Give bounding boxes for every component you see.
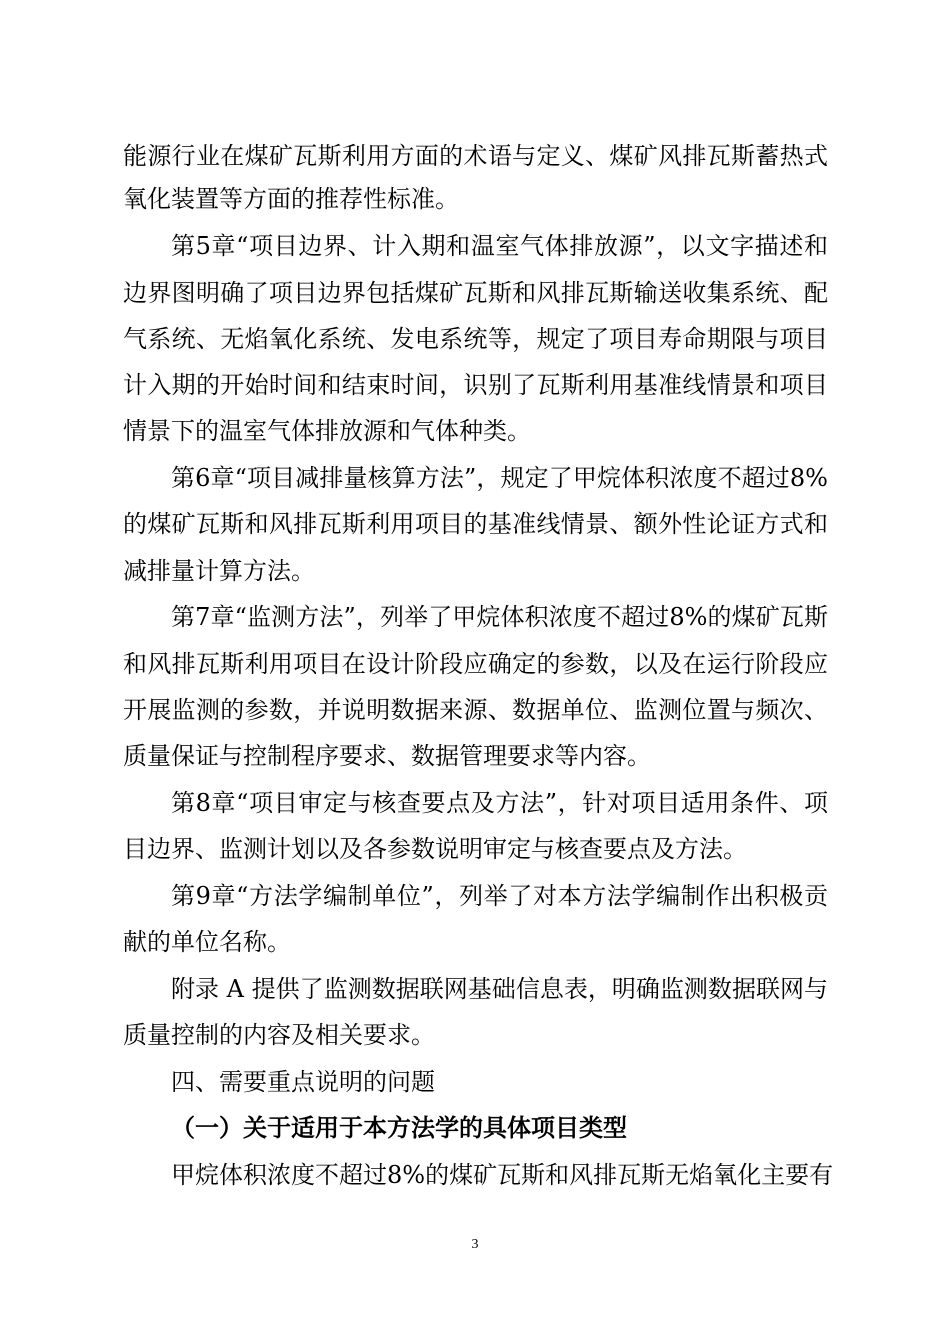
text-line: 第7章“监测方法”，列举了甲烷体积浓度不超过8%的煤矿瓦斯 (171, 603, 828, 631)
text-line: 第6章“项目减排量核算方法”，规定了甲烷体积浓度不超过8% (171, 464, 828, 492)
text-line: 献的单位名称。 (123, 928, 291, 956)
text-line: 氧化装置等方面的推荐性标准。 (123, 185, 459, 213)
text-line: 边界图明确了项目边界包括煤矿瓦斯和风排瓦斯输送收集系统、配 (123, 279, 828, 307)
text-line: 第5章“项目边界、计入期和温室气体排放源”，以文字描述和 (171, 232, 828, 260)
page-number: 3 (471, 1237, 479, 1252)
text-line: 第9章“方法学编制单位”，列举了对本方法学编制作出积极贡 (171, 882, 828, 910)
text-line: 质量保证与控制程序要求、数据管理要求等内容。 (123, 742, 651, 770)
text-line: 能源行业在煤矿瓦斯利用方面的术语与定义、煤矿风排瓦斯蓄热式 (123, 142, 828, 170)
text-line: 情景下的温室气体排放源和气体种类。 (123, 417, 531, 445)
text-line: 的煤矿瓦斯和风排瓦斯利用项目的基准线情景、额外性论证方式和 (123, 510, 828, 538)
text-line: 计入期的开始时间和结束时间，识别了瓦斯利用基准线情景和项目 (123, 371, 828, 399)
text-line: 附录 A 提供了监测数据联网基础信息表，明确监测数据联网与 (171, 975, 828, 1003)
text-line: 气系统、无焰氧化系统、发电系统等，规定了项目寿命期限与项目 (123, 325, 828, 353)
subsection-heading: （一）关于适用于本方法学的具体项目类型 (171, 1113, 627, 1142)
text-line: 第8章“项目审定与核查要点及方法”，针对项目适用条件、项 (171, 789, 828, 817)
text-line: 质量控制的内容及相关要求。 (123, 1021, 435, 1049)
text-line: 和风排瓦斯利用项目在设计阶段应确定的参数，以及在运行阶段应 (123, 650, 828, 678)
text-line: 开展监测的参数，并说明数据来源、数据单位、监测位置与频次、 (123, 696, 828, 724)
text-line: 甲烷体积浓度不超过8%的煤矿瓦斯和风排瓦斯无焰氧化主要有 (171, 1161, 834, 1189)
text-line: 减排量计算方法。 (123, 557, 315, 585)
section-heading: 四、需要重点说明的问题 (171, 1068, 435, 1096)
text-line: 目边界、监测计划以及各参数说明审定与核查要点及方法。 (123, 835, 747, 863)
